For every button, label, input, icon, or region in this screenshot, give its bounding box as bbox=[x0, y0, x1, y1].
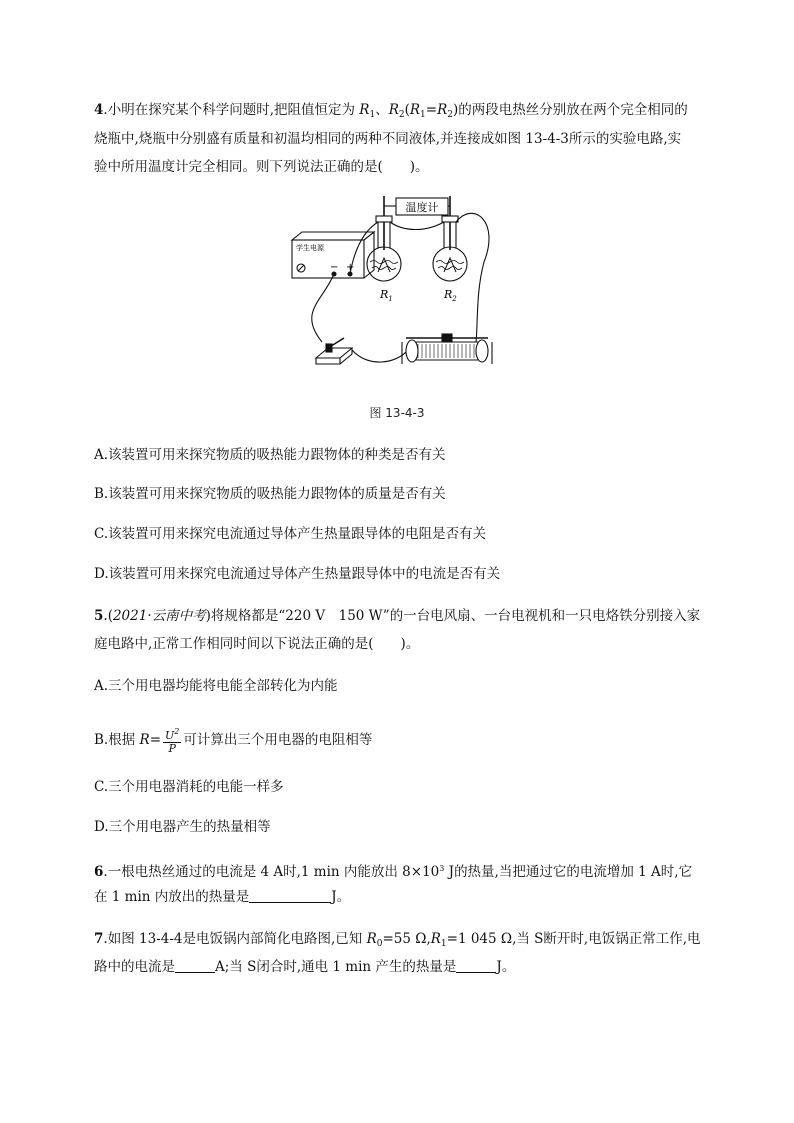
q5-text: .( bbox=[103, 608, 113, 624]
thermometer-label: 温度计 bbox=[405, 201, 439, 214]
q7-line-1 bbox=[94, 929, 701, 954]
q4-text: )的两段电热丝分别放在两个完全相同的 bbox=[453, 102, 688, 118]
q5-line-2: 庭电路中,正常工作相同时间以下说法正确的是( )。 bbox=[94, 636, 420, 652]
q4-line-2: 烧瓶中,烧瓶中分别盛有质量和初温均相同的两种不同液体,并连接成如图 13-4-3所示的实验电路,实 bbox=[94, 131, 682, 147]
sup: 3 bbox=[439, 864, 445, 873]
r2-label: $R_2$ bbox=[444, 288, 457, 303]
q6-line-2 bbox=[94, 887, 350, 907]
var-r1: R bbox=[359, 102, 370, 118]
q5-option-d: D.三个用电器产生的热量相等 bbox=[94, 819, 271, 835]
circuit-figure bbox=[288, 192, 494, 376]
fraction bbox=[163, 726, 181, 755]
q4-option-b: B.该装置可用来探究物质的吸热能力跟物体的质量是否有关 bbox=[94, 486, 446, 502]
q4-line-3: 验中所用温度计完全相同。则下列说法正确的是( )。 bbox=[94, 159, 429, 175]
var-r1: R bbox=[409, 102, 421, 118]
sub: 1 bbox=[420, 110, 426, 120]
q5-text: = bbox=[149, 732, 161, 748]
wire bbox=[312, 274, 334, 342]
q7-text: =1 045 Ω,当 S断开时,电饭锅正常工作,电 bbox=[446, 931, 701, 947]
sub: 1 bbox=[440, 939, 447, 949]
answer-blank[interactable] bbox=[456, 958, 496, 973]
q7-text: =55 Ω, bbox=[382, 931, 431, 947]
q4-option-d: D.该装置可用来探究电流通过导体产生热量跟导体中的电流是否有关 bbox=[94, 566, 501, 582]
sub: 1 bbox=[369, 110, 376, 120]
sub: 2 bbox=[398, 110, 405, 120]
q5-source: 2021·云南中考 bbox=[112, 608, 206, 624]
var-r2: R bbox=[437, 102, 448, 118]
q5-option-b bbox=[94, 726, 372, 755]
r1-label: $R_1$ bbox=[380, 288, 393, 303]
q7-text: A;当 S闭合时,通电 1 min 产生的热量是 bbox=[215, 959, 457, 975]
q7-text: J。 bbox=[496, 959, 516, 975]
minus-terminal-label: − bbox=[330, 262, 339, 273]
q4-text: ( bbox=[404, 102, 410, 118]
q7-number: 7 bbox=[94, 931, 104, 947]
var-r1: R bbox=[430, 931, 441, 947]
answer-blank[interactable] bbox=[175, 958, 215, 973]
fraction-denominator: P bbox=[168, 742, 176, 755]
q5-text: B.根据 bbox=[94, 732, 140, 748]
sub: 2 bbox=[447, 110, 453, 120]
q4-option-c: C.该装置可用来探究电流通过导体产生热量跟导体的电阻是否有关 bbox=[94, 526, 487, 542]
q7-text: 路中的电流是 bbox=[94, 959, 175, 975]
switch-base bbox=[316, 348, 352, 358]
fraction-numerator: $U^2$ bbox=[165, 727, 180, 742]
var-r2: R bbox=[388, 102, 399, 118]
q5-text: )将规格都是“220 V 150 W”的一台电风扇、一台电视机和一只电烙铁分别接入家 bbox=[205, 608, 701, 624]
var-r: R bbox=[139, 732, 150, 748]
q5-number: 5 bbox=[94, 608, 104, 624]
q6-number: 6 bbox=[94, 864, 104, 880]
q4-option-a: A.该装置可用来探究物质的吸热能力跟物体的种类是否有关 bbox=[94, 447, 446, 463]
q4-text: 、 bbox=[375, 102, 389, 118]
flask-right-bulb bbox=[433, 247, 467, 281]
q6-text: J。 bbox=[331, 889, 351, 905]
plus-terminal-label: + bbox=[346, 262, 355, 273]
q4-text: = bbox=[425, 102, 438, 118]
q5-option-c: C.三个用电器消耗的电能一样多 bbox=[94, 779, 284, 795]
answer-blank[interactable] bbox=[249, 888, 331, 903]
figure-caption: 图 13-4-3 bbox=[369, 406, 425, 420]
power-supply-label: 学生电源 bbox=[296, 244, 324, 252]
wire bbox=[352, 350, 408, 362]
q6-text: .一根电热丝通过的电流是 4 A时,1 min 内能放出 8×10 bbox=[103, 864, 440, 880]
q5-line-1 bbox=[94, 606, 700, 626]
var-r0: R bbox=[366, 931, 377, 947]
q7-line-2 bbox=[94, 957, 515, 977]
q6-line-1 bbox=[94, 859, 692, 882]
q7-text: .如图 13-4-4是电饭锅内部简化电路图,已知 bbox=[103, 931, 367, 947]
q6-text: 在 1 min 内放出的热量是 bbox=[94, 889, 250, 905]
wire bbox=[390, 222, 444, 230]
flask-left-bulb bbox=[367, 247, 401, 281]
q5-text: 可计算出三个用电器的电阻相等 bbox=[183, 732, 373, 748]
q4-text: .小明在探究某个科学问题时,把阻值恒定为 bbox=[103, 102, 360, 118]
q6-text: J的热量,当把通过它的电流增加 1 A时,它 bbox=[444, 864, 693, 880]
q4-line-1 bbox=[94, 100, 688, 125]
sub: 0 bbox=[376, 939, 383, 949]
q5-option-a: A.三个用电器均能将电能全部转化为内能 bbox=[94, 678, 338, 694]
q4-number: 4 bbox=[94, 102, 104, 118]
